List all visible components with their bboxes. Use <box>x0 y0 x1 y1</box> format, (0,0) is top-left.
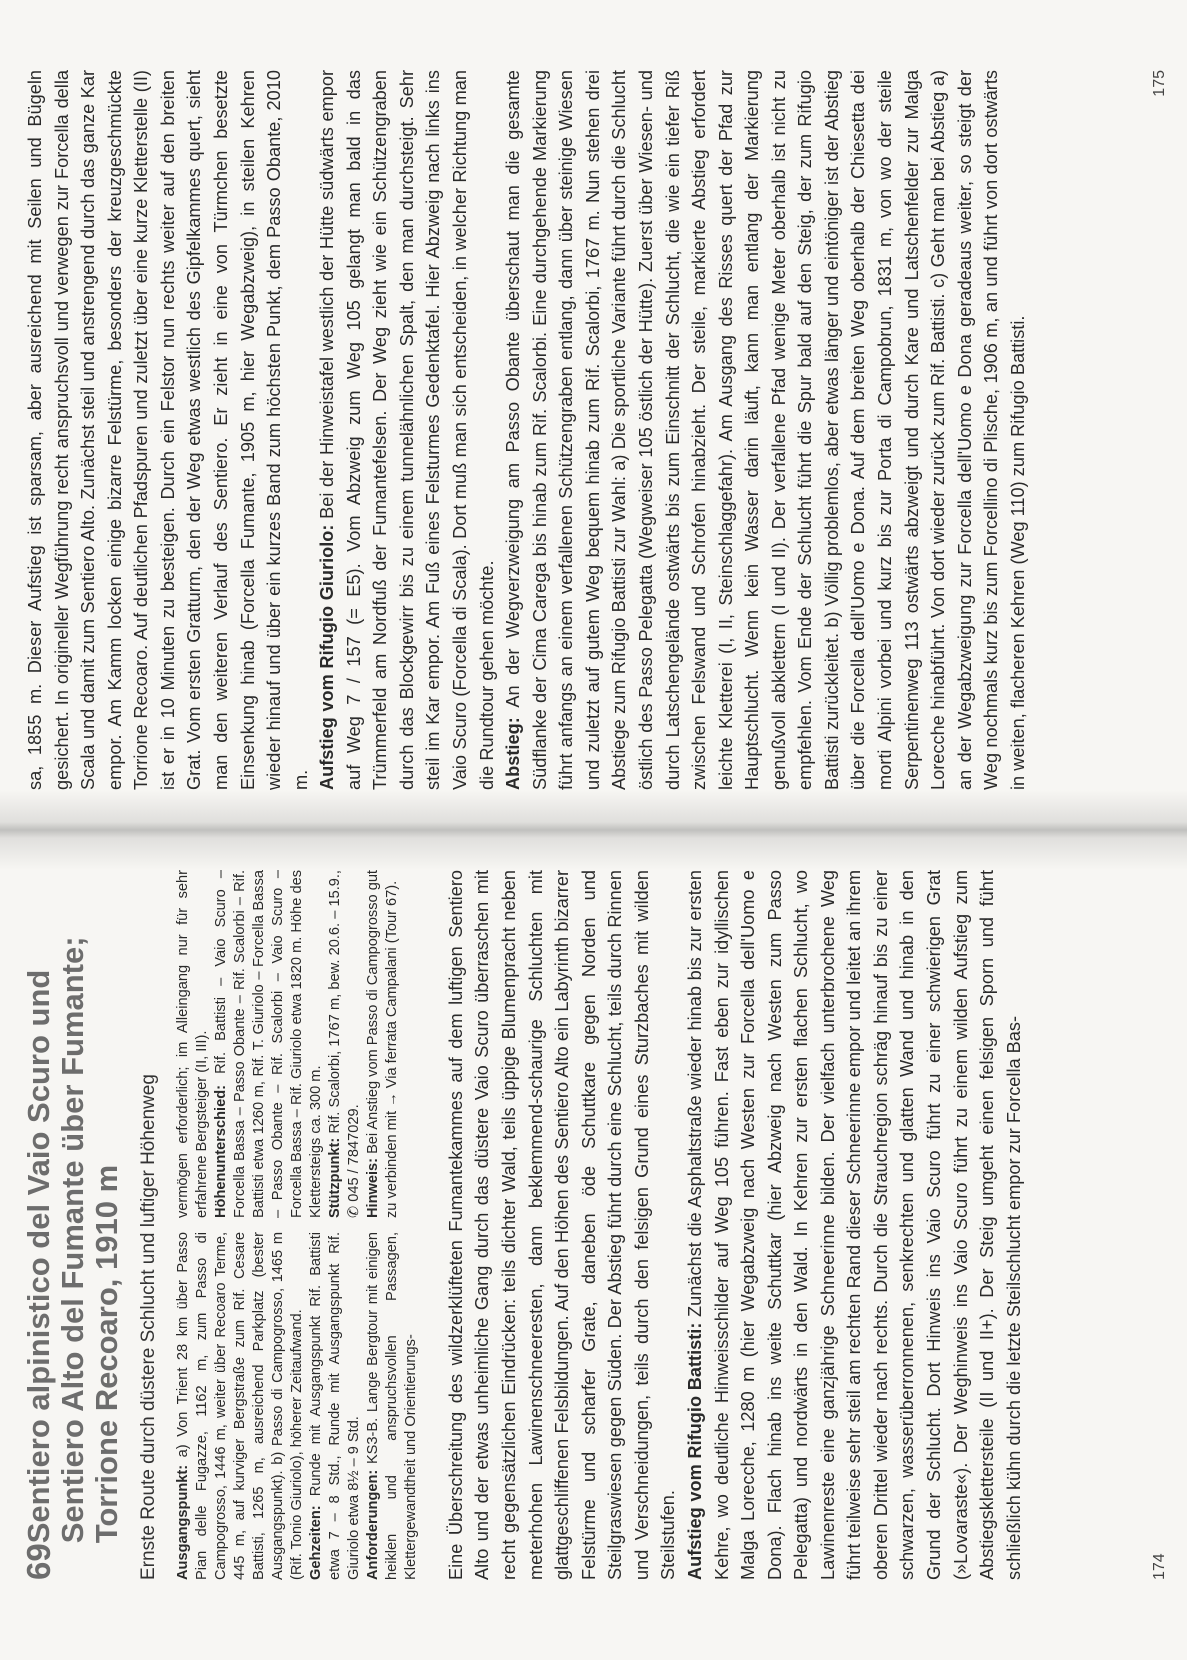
body-paragraph-text: sa, 1855 m. Dieser Aufstieg ist sparsam, aber ausreichend mit Seilen und Bügeln gesichert. In origineller Wegführung recht anspruchsvoll und verwegen zur Forcella della Scala und damit zum Sentiero Alto. Zunächst steil und anstrengend durch das ganze Kar empor. Am Kamm locken einige bizarre Felstürme, besonders der kreuzgeschmückte Torrione Recoaro. Auf deutlichen Pfadspuren und zuletzt über eine kurze Kletterstelle (II) ist er in 10 Minuten zu besteigen. Durch ein Felstor nun rechts weiter auf den breiten Grat. Vom ersten Gratturm, den der Weg etwas westlich des Gipfelkammes quert, sieht man den weiteren Verlauf des Sentiero. Er zieht in eine von Türmchen besetzte Einsenkung hinab (Forcella Fumante, 1905 m, hier Wegabzweig), in steilen Kehren wieder hinauf und über ein kurzes Band zum höchsten Punkt, dem Passo Obante, 2010 m. <box>25 70 311 790</box>
body-paragraph <box>314 70 500 790</box>
left-body-text <box>443 870 1027 1580</box>
page-number-left: 174 <box>1151 1553 1168 1580</box>
tour-number: 69 <box>20 1543 57 1580</box>
info-entry-text: Rif. Scalorbi, 1767 m, bew. 20.6. – 15.9., ✆ 045 / 7847029. <box>327 870 362 1218</box>
info-entry <box>326 870 364 1218</box>
info-entry <box>174 870 212 1218</box>
info-entry-label: Stützpunkt: <box>327 1137 344 1218</box>
info-entry-text: Runde mit Ausgangspunkt Rif. Battisti etwa 7 – 8 Std., Runde mit Ausgangspunkt Rif. Giuriolo etwa 8½ – 9 Std. <box>308 1232 362 1580</box>
body-paragraph-label: Aufstieg vom Rifugio Battisti: <box>684 1322 705 1580</box>
info-entry-label: Hinweis: <box>364 1157 381 1218</box>
body-paragraph-text: An der Wegverzweigung am Passo Obante überschaut man die gesamte Südflanke der Cima Carega bis hinab zum Rif. Scalorbi. Eine durchgehende Markierung führt anfangs an einem verfallenen Schützengraben entlang, dann über steinige Wiesen und zuletzt auf gutem Weg bequem hinab zum Rif. Scalorbi, 1767 m. Nun stehen drei Abstiege zum Rifugio Battisti zur Wahl: a) Die sportliche Variante führt durch die Schlucht östlich des Passo Pelegatta (Wegweiser 105 östlich der Hütte). Zuerst über Wiesen- und durch Latschengelände ostwärts bis zum Einschnitt der Schlucht, die wie ein tiefer Riß zwischen Felswand und Schrofen hinabzieht. Der steile, markierte Abstieg erfordert leichte Kletterei (I, II, Steinschlaggefahr). Am Ausgang des Risses quert der Pfad zur Hauptschlucht. Wenn kein Wasser darin läuft, kann man entlang der Markierung genußvoll abklettern (I und II). Der verfallene Pfad wenige Meter oberhalb ist nicht zu empfehlen. Vom Ende der Schlucht führt die Spur bald auf den Steig, der zum Rifugio Battisti zurückleitet. b) Völlig problemlos, aber etwas länger und eintöniger ist der Abstieg über die Forcella dell'Uomo e Dona. Auf dem breiten Weg oberhalb der Chiesetta dei morti Alpini vorbei und kurz bis zur Porta di Campobrun, 1831 m, von wo der steile Serpentinenweg 113 ostwärts abzweigt und durch Kare und Latschenfelder zur Malga Lorecche hinabführt. Von dort wieder zurück zum Rif. Battisti. c) Geht man bei Abstieg a) an der Wegabzweigung zur Forcella dell'Uomo e Dona geradeaus weiter, so steigt der Weg nochmals kurz bis zum Forcellino di Plische, 1906 m, an und führt von dort ostwärts in weiten, flacheren Kehren (Weg 110) zum Rifugio Battisti. <box>503 70 1028 790</box>
info-entry-text: Rif. Battisti – Vaio Scuro – Forcella Bassa – Passo Obante – Rif. Scalorbi – Rif. Battisti etwa 1260 m, Rif. T. Giuriolo – Forcella Bassa – Passo Obante – Rif. Scalorbi – Vaio Scuro – Forcella Bassa – Rif. Giuriolo etwa 1820 m. Höhe des Klettersteigs ca. 300 m. <box>213 870 325 1218</box>
body-paragraph-text: Bei der Hinweistafel westlich der Hütte südwärts empor auf Weg 7 / 157 (= E5). Vom Abzweig zum Weg 105 gelangt man bald in das Trümmerfeld am Nordfuß der Fumantefelsen. Der Weg zieht wie ein Schützengraben durch das Blockgewirr bis zu einem tunnelähnlichen Spalt, den man durchsteigt. Sehr steil im Kar empor. Am Fuß eines Felsturmes Gedenktafel. Hier Abzweig nach links ins Vaio Scuro (Forcella di Scala). Dort muß man sich entscheiden, in welcher Richtung man die Rundtour gehen möchte. <box>317 70 497 790</box>
info-column-left <box>174 1232 421 1580</box>
body-paragraph <box>500 70 1031 790</box>
info-entry-text: Bei Anstieg vom Passo di Campogrosso gut zu verbinden mit → Via ferrata Campalani (Tour 67). <box>364 870 400 1218</box>
info-entry-label: Höhenunterschied: <box>213 1085 230 1218</box>
body-paragraph-text: Zunächst die Asphaltstraße wieder hinab bis zur ersten Kehre, wo deutliche Hinweisschilder auf Weg 105 führen. Fast eben zur idyllischen Malga Lorecche, 1280 m (hier Wegabzweig nach Westen zur Forcella dell'Uomo e Dona). Flach hinab ins weite Schuttkar (hier Abzweig nach Westen zum Passo Pelegatta) und nordwärts in den Wald. In Kehren zur ersten flachen Schlucht, wo Lawinenreste eine ganzjährige Schneerinne bilden. Der vielfach unterbrochene Weg führt teilweise sehr steil am rechten Rand dieser Schneerinne empor und leitet an ihrem oberen Drittel wieder nach rechts. Durch die Strauchregion schräg hinauf bis zu einer schwarzen, wasserüberronnenen, senkrechten und glatten Wand und hinab in den Grund der Schlucht. Dort Hinweis ins Vaio Scuro führt zu einer schwierigen Grat (»Lovaraste«). Der Weghinweis ins Vaio Scuro führt zu einem wilden Aufstieg zum Abstiegsklettersteile (II und II+). Der Steig umgeht einen felsigen Sporn und führt schließlich kühn durch die letzte Steilschlucht empor zur Forcella Bas- <box>684 870 1024 1580</box>
info-entry-text: vermögen erforderlich; im Alleingang nur für sehr erfahrene Bergsteiger (II, III). <box>175 870 211 1218</box>
tour-title: Sentiero alpinistico del Vaio Scuro und Sentiero Alto del Fumante über Fumante; Torrione Recoaro, 1910 m <box>21 936 125 1544</box>
info-entry <box>174 1232 307 1580</box>
info-entry <box>364 1232 421 1580</box>
info-column-right <box>174 870 421 1218</box>
right-body-text <box>22 70 1031 790</box>
body-paragraph-label: Aufstieg vom Rifugio Giuriolo: <box>317 524 338 790</box>
info-entry <box>307 1232 364 1580</box>
info-entry-label: Gehzeiten: <box>308 1505 325 1580</box>
body-paragraph <box>443 870 682 1580</box>
tour-subtitle: Ernste Route durch düstere Schlucht und luftiger Höhenweg <box>138 1074 160 1580</box>
body-paragraph-label: Abstieg: <box>503 717 524 790</box>
page-number-right: 175 <box>1151 70 1168 97</box>
left-page <box>0 840 1187 1660</box>
body-paragraph <box>22 70 314 790</box>
info-entry-text: a) Von Trient 28 km über Passo Pian delle Fugazze, 1162 m, zum Passo di Campogrosso, 1446 m, weiter über Recoaro Terme, 445 m, auf kurviger Bergstraße zum Rif. Cesare Battisti, 1265 m, ausreichend Parkplatz (bester Ausgangspunkt). b) Passo di Campogrosso, 1465 m (Rif. Tonio Giuriolo), höherer Zeitaufwand. <box>175 1232 306 1580</box>
tour-heading <box>22 870 124 1580</box>
info-entry-label: Anforderungen: <box>364 1469 381 1580</box>
info-entry <box>212 870 326 1218</box>
right-page <box>0 0 1187 820</box>
info-box <box>174 870 421 1580</box>
body-paragraph <box>682 870 1027 1580</box>
info-entry <box>364 870 402 1218</box>
info-entry-text: KS3-B. Lange Bergtour mit einigen heiklen und anspruchsvollen Passagen, Klettergewandtheit und Orientierungs- <box>364 1232 419 1580</box>
body-paragraph-text: Eine Überschreitung des wildzerklüfteten Fumantekammes auf dem luftigen Sentiero Alto und der etwas unheimliche Gang durch das düstere Vaio Scuro überraschen mit recht gegensätzlichen Eindrücken: teils dichter Wald, teils üppige Blumenpracht neben meterhohen Lawinenschneeresten, dann beklemmend-schaurige Schluchten mit glattgeschliffenen Felsbildungen. Auf den Höhen des Sentiero Alto ein Labyrinth bizarrer Felstürme und scharfer Grate, daneben öde Schuttkare gegen Norden und Steilgraswiesen gegen Süden. Der Abstieg führt durch eine Schlucht, teils durch Rinnen und Verschneidungen, teils durch den felsigen Grund eines Sturzbaches mit wilden Steilstufen. <box>445 870 679 1580</box>
info-entry-label: Ausgangspunkt: <box>175 1464 192 1580</box>
